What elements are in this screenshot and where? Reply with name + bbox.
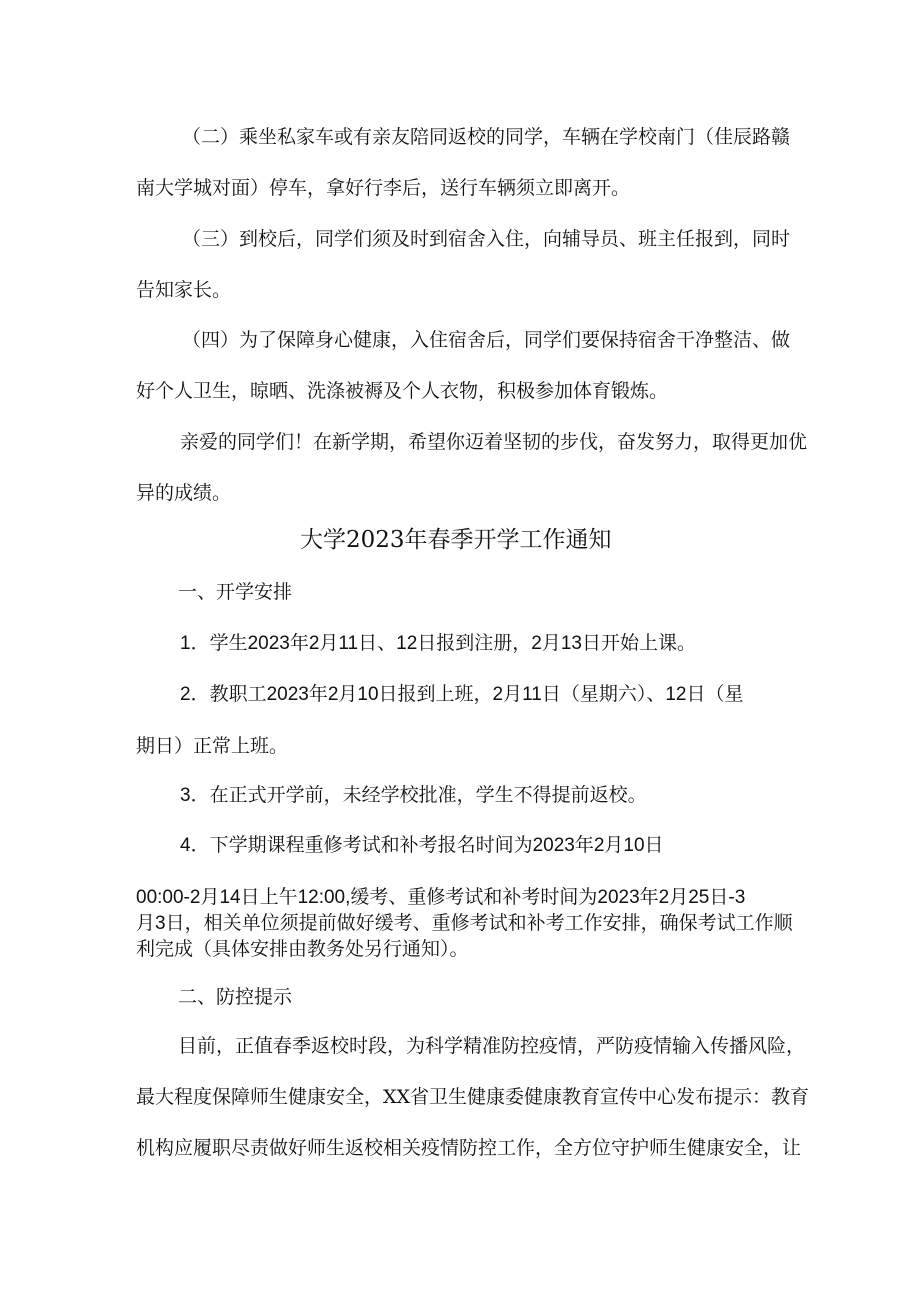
closing-line-2: 异的成绩。 (136, 482, 232, 504)
paragraph-2-line-1: （二）乘坐私家车或有亲友陪同返校的同学，车辆在学校南门（佳辰路赣 (182, 126, 791, 148)
paragraph-2-line-2: 南大学城对面）停车，拿好行李后，送行车辆须立即离开。 (136, 177, 631, 199)
arrangement-item-4-line-4: 利完成（具体安排由教务处另行通知）。 (136, 939, 469, 960)
prevention-line-2: 最大程度保障师生健康安全，XX省卫生健康委健康教育宣传中心发布提示：教育 (136, 1086, 810, 1108)
prevention-line-3: 机构应履职尽责做好师生返校相关疫情防控工作，全方位守护师生健康安全，让 (136, 1137, 802, 1159)
section-heading-arrangement: 一、开学安排 (178, 581, 293, 603)
prevention-line-1: 目前，正值春季返校时段，为科学精准防控疫情，严防疫情输入传播风险， (178, 1035, 806, 1057)
paragraph-3-line-2: 告知家长。 (136, 279, 232, 301)
paragraph-4-line-2: 好个人卫生，晾晒、洗涤被褥及个人衣物，积极参加体育锻炼。 (136, 380, 669, 402)
arrangement-item-4-line-2: 00:00-2月14日上午12:00,缓考、重修考试和补考时间为2023年2月25日-3 (136, 887, 746, 908)
arrangement-item-2-line-1: 2．教职工2023年2月10日报到上班，2月11日（星期六）、12日（星 (180, 684, 744, 705)
paragraph-4-line-1: （四）为了保障身心健康，入住宿舍后，同学们要保持宿舍干净整洁、做 (182, 329, 791, 351)
notice-title: 大学2023年春季开学工作通知 (300, 527, 612, 553)
arrangement-item-4-line-3: 月3日，相关单位须提前做好缓考、重修考试和补考工作安排，确保考试工作顺 (136, 913, 793, 934)
section-heading-prevention: 二、防控提示 (178, 986, 293, 1008)
arrangement-item-3: 3．在正式开学前，未经学校批准，学生不得提前返校。 (180, 785, 647, 806)
arrangement-item-4-line-1: 4．下学期课程重修考试和补考报名时间为2023年2月10日 (180, 835, 664, 856)
arrangement-item-2-line-2: 期日）正常上班。 (136, 735, 289, 757)
paragraph-3-line-1: （三）到校后，同学们须及时到宿舍入住，向辅导员、班主任报到，同时 (182, 228, 791, 250)
arrangement-item-1: 1．学生2023年2月11日、12日报到注册，2月13日开始上课。 (180, 633, 696, 654)
closing-line-1: 亲爱的同学们！在新学期，希望你迈着坚韧的步伐，奋发努力，取得更加优 (180, 431, 808, 453)
